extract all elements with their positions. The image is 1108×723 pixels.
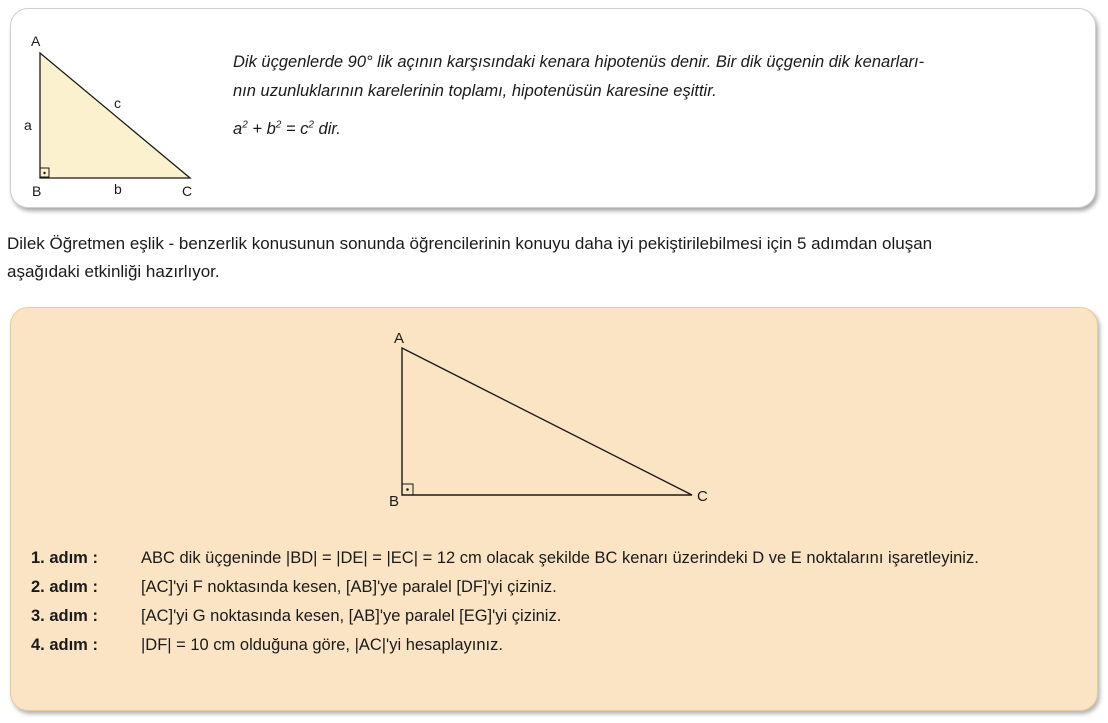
step-1-text: ABC dik üçgeninde |BD| = |DE| = |EC| = 12 cm olacak şekilde BC kenarı üzerindeki D ve E noktalarını işaretleyiniz. — [141, 549, 979, 567]
formula-c: c — [300, 120, 309, 138]
step-4 — [31, 631, 1081, 660]
triangle-shape — [40, 53, 190, 178]
formula-exp-c: 2 — [308, 119, 314, 131]
formula-eq: = — [281, 120, 301, 138]
side-label-b: b — [114, 181, 122, 197]
formula-suffix: dir. — [313, 120, 341, 138]
intro-line-1: Dilek Öğretmen eşlik - benzerlik konusunun sonunda öğrencilerinin konuyu daha iyi pekiştirilebilmesi için 5 adımdan oluşan — [7, 234, 933, 253]
activity-triangle-figure — [11, 308, 1097, 538]
vertex-label-b: B — [32, 183, 42, 199]
step-3 — [31, 602, 1081, 631]
pythagoras-formula — [233, 115, 1083, 144]
formula-exp-a: 2 — [242, 119, 248, 131]
activity-vertex-label-b: B — [389, 493, 400, 510]
activity-vertex-label-a: A — [394, 330, 405, 347]
step-list — [31, 544, 1081, 660]
step-2-text: [AC]'yi F noktasında kesen, [AB]'ye paralel [DF]'yi çiziniz. — [141, 578, 557, 596]
step-4-label: 4. adım : — [31, 636, 98, 654]
formula-plus: + — [247, 120, 267, 138]
step-1 — [31, 544, 1081, 573]
step-3-text: [AC]'yi G noktasında kesen, [AB]'ye paralel [EG]'yi çiziniz. — [141, 607, 562, 625]
hypotenuse-definition — [233, 48, 1083, 144]
step-4-text: |DF| = 10 cm olduğuna göre, |AC|'yi hesaplayınız. — [141, 636, 503, 654]
info-box — [10, 8, 1096, 208]
formula-b: b — [266, 120, 276, 138]
activity-vertex-label-c: C — [697, 488, 708, 505]
intro-paragraph — [7, 230, 1102, 286]
vertex-label-a: A — [31, 33, 41, 49]
step-3-label: 3. adım : — [31, 607, 98, 625]
step-2 — [31, 573, 1081, 602]
side-label-a: a — [24, 117, 32, 133]
definition-line-2: nın uzunluklarının karelerinin toplamı, hipotenüsün karesine eşittir. — [233, 82, 717, 100]
intro-line-2: aşağıdaki etkinliği hazırlıyor. — [7, 262, 220, 281]
activity-right-angle-dot — [406, 488, 409, 491]
right-angle-dot — [43, 172, 45, 174]
formula-exp-b: 2 — [275, 119, 282, 131]
step-2-label: 2. adım : — [31, 578, 98, 596]
right-triangle-figure — [11, 9, 221, 209]
step-1-label: 1. adım : — [31, 549, 98, 567]
activity-triangle-shape — [402, 348, 692, 495]
definition-line-1: Dik üçgenlerde 90° lik açının karşısındaki kenara hipotenüs denir. Bir dik üçgenin dik kenarları- — [233, 53, 925, 71]
vertex-label-c: C — [182, 183, 193, 199]
activity-box — [10, 307, 1098, 711]
side-label-c: c — [114, 95, 121, 111]
formula-a: a — [233, 120, 243, 138]
